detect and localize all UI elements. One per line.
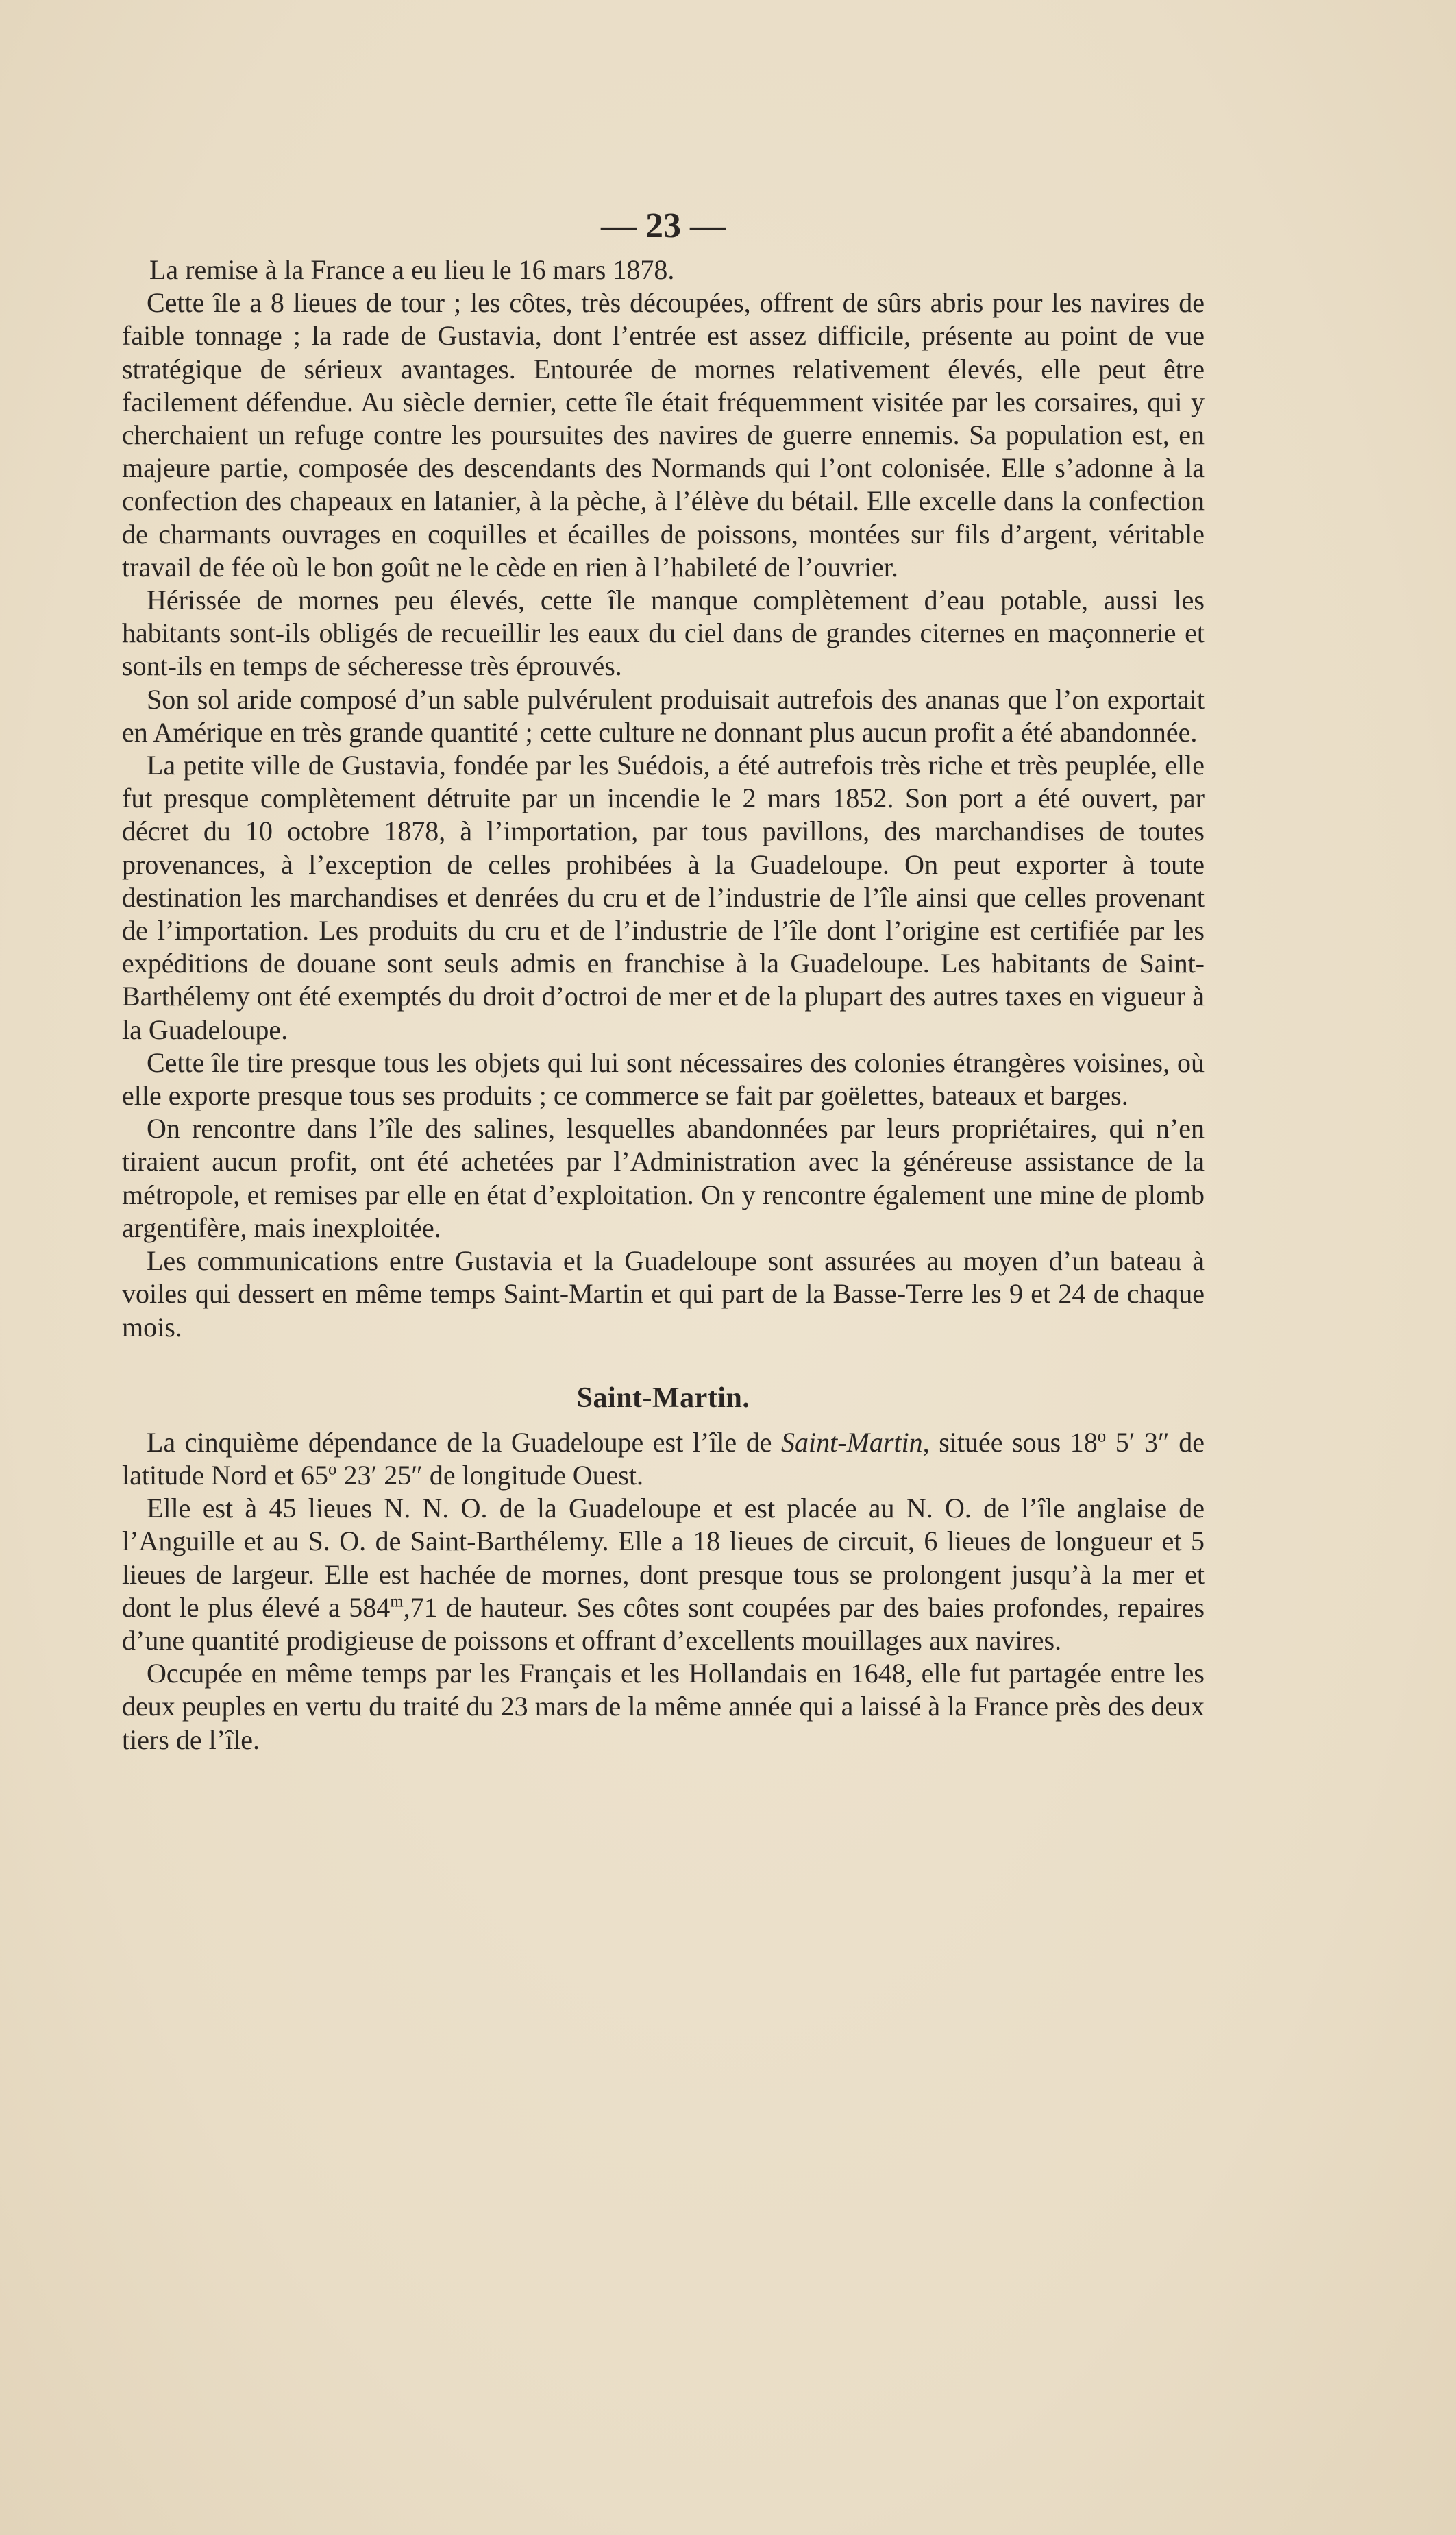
paragraph-text: 5′ 3″ de latitude Nord et 65 <box>122 1426 1205 1491</box>
paragraph-text: située sous 18 <box>929 1426 1098 1458</box>
paragraph: Cette île tire presque tous les objets qui lui sont nécessaires des colonies étrangères voisines, où elle exporte presque tous ses produits ; ce commerce se fait par goëlettes, bateaux et barges. <box>122 1046 1205 1112</box>
page-body <box>122 206 1205 1756</box>
paragraph-text: ,71 de hauteur. Ses côtes sont coupées par des baies profondes, repaires d’une quantité prodigieuse de poissons et offrant d’excellents mouillages aux navires. <box>122 1591 1205 1656</box>
island-name: Saint-Martin, <box>781 1426 930 1458</box>
paragraph-text: 23′ 25″ de longitude Ouest. <box>336 1459 644 1491</box>
paragraph: On rencontre dans l’île des salines, lesquelles abandonnées par leurs propriétaires, qui n’en tiraient aucun profit, ont été achetées par l’Administration avec la généreuse assistance de la métropole, et remises par elle en état d’exploitation. On y rencontre également une mine de plomb argentifère, mais inexploitée. <box>122 1113 1205 1243</box>
paragraph-text: Elle est à 45 lieues N. N. O. de la Guadeloupe et est placée au N. O. de l’île anglaise de l’Anguille et au S. O. de Saint-Barthélemy. Elle a 18 lieues de circuit, 6 lieues de longueur et 5 lieues de largeur. Elle est hachée de mornes, dont presque tous se prolongent jusqu’à la mer et dont le plus élevé a 584 <box>122 1493 1205 1623</box>
section-heading: Saint-Martin. <box>576 1382 750 1414</box>
paragraph: La petite ville de Gustavia, fondée par les Suédois, a été autrefois très riche et très peuplée, elle fut presque complètement détruite par un incendie le 2 mars 1852. Son port a été ouvert, par décret du 10 octobre 1878, à l’importation, par tous pavillons, des marchandises de toutes provenances, à l’exception de celles prohibées à la Guadeloupe. On peut exporter à toute destination les marchandises et denrées du cru et de l’industrie de l’île ainsi que celles provenant de l’importation. Les produits du cru et de l’industrie de l’île dont l’origine est certifiée par les expéditions de douane sont seuls admis en franchise à la Guadeloupe. Les habitants de Saint-Barthélemy ont été exemptés du droit d’octroi de mer et de la plupart des autres taxes en vigueur à la Guadeloupe. <box>122 750 1205 1045</box>
paragraph: Son sol aride composé d’un sable pulvérulent produisait autrefois des ananas que l’on exportait en Amérique en très grande quantité ; cette culture ne donnant plus aucun profit a été abandonnée. <box>122 683 1205 748</box>
paragraph <box>122 1426 1205 1492</box>
paragraph: Les communications entre Gustavia et la Guadeloupe sont assurées au moyen d’un bateau à voiles qui dessert en même temps Saint-Martin et qui part de la Basse-Terre les 9 et 24 de chaque mois. <box>122 1245 1205 1343</box>
degree-sign: o <box>1097 1427 1107 1446</box>
paragraph <box>122 1492 1205 1657</box>
unit-superscript: m <box>390 1592 404 1611</box>
paragraph: Cette île a 8 lieues de tour ; les côtes, très découpées, offrent de sûrs abris pour les navires de faible tonnage ; la rade de Gustavia, dont l’entrée est assez difficile, présente au point de vue stratégique de sérieux avantages. Entourée de mornes relativement élevés, elle peut être facilement défendue. Au siècle dernier, cette île était fréquemment visitée par les corsaires, qui y cherchaient un refuge contre les poursuites des navires de guerre ennemis. Sa population est, en majeure partie, composée des descendants des Normands qui l’ont colonisée. Elle s’adonne à la confection des chapeaux en latanier, à la pèche, à l’élève du bétail. Elle excelle dans la confection de charmants ouvrages en coquilles et écailles de poissons, montées sur fils d’argent, véritable travail de fée où le bon goût ne le cède en rien à l’habileté de l’ouvrier. <box>122 287 1205 583</box>
paragraph: La remise à la France a eu lieu le 16 mars 1878. <box>149 254 675 285</box>
page-number: — 23 — <box>601 206 726 245</box>
paragraph: Hérissée de mornes peu élevés, cette île manque complètement d’eau potable, aussi les habitants sont-ils obligés de recueillir les eaux du ciel dans de grandes citernes en maçonnerie et sont-ils en temps de sécheresse très éprouvés. <box>122 585 1205 682</box>
degree-sign: o <box>328 1460 337 1479</box>
paragraph: Occupée en même temps par les Français et les Hollandais en 1648, elle fut partagée entre les deux peuples en vertu du traité du 23 mars de la même année qui a laissé à la France près des deux tiers de l’île. <box>122 1658 1205 1755</box>
paragraph-text: La cinquième dépendance de la Guadeloupe est l’île de <box>147 1426 782 1458</box>
